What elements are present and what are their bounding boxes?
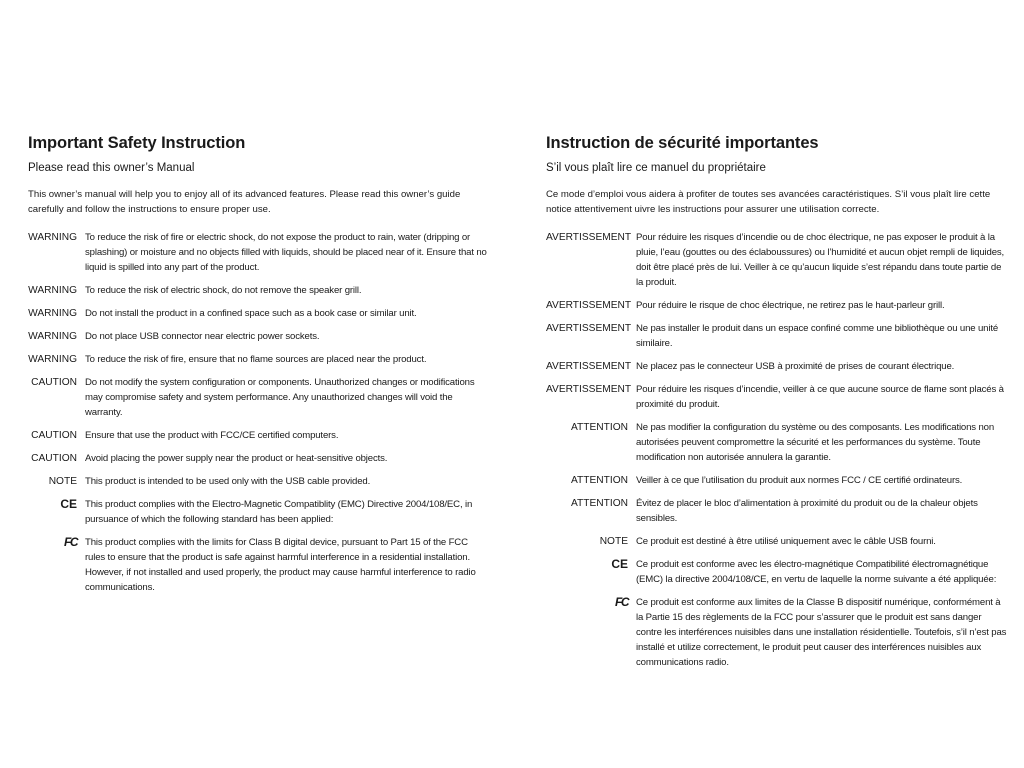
entry-text: Ne pas installer le produit dans un espace confiné comme une bibliothèque ou une unité similaire. [636, 323, 999, 349]
safety-entry [28, 352, 490, 367]
entry-label: AVERTISSEMENT [546, 232, 632, 243]
entry-label: CAUTION [31, 453, 77, 464]
entry-text: Ne pas modifier la configuration du système ou des composants. Les modifications non autorisées peuvent compromettre la sécurité et les performances du système. Toute modification non autorisée annulera la garantie. [636, 422, 995, 463]
entry-label: CAUTION [31, 377, 77, 388]
entry-text: Do not install the product in a confined space such as a book case or similar unit. [85, 308, 417, 319]
safety-entry [28, 474, 490, 489]
entry-label: WARNING [28, 285, 77, 296]
safety-entry [28, 283, 490, 298]
entry-label: AVERTISSEMENT [546, 323, 632, 334]
english-entries [28, 230, 490, 595]
safety-entry [28, 535, 490, 595]
safety-entry [28, 230, 490, 275]
entry-text: This product complies with the limits for Class B digital device, pursuant to Part 15 of the FCC rules to ensure that the product is safe against harmful interference in a residential installation. However, if not installed and used properly, the product may cause harmful interference to radio communications. [85, 537, 476, 593]
safety-entry [28, 375, 490, 420]
french-title: Instruction de sécurité importantes [546, 134, 819, 152]
english-intro: This owner’s manual will help you to enjoy all of its advanced features. Please read this owner’s guide carefully and follow the instructions to ensure proper use. [28, 189, 461, 215]
entry-label: WARNING [28, 232, 77, 243]
entry-text: Do not modify the system configuration or components. Unauthorized changes or modifications may compromise safety and system performance. Any unauthorized changes will void the warranty. [85, 377, 475, 418]
entry-label: ATTENTION [571, 475, 628, 486]
entry-text: Ce produit est destiné à être utilisé uniquement avec le câble USB fourni. [636, 536, 936, 547]
entry-label: NOTE [599, 536, 628, 547]
safety-entry [28, 497, 490, 527]
french-column [546, 134, 1008, 678]
ce-mark-icon: CE [60, 497, 77, 511]
safety-entry [28, 428, 490, 443]
entry-label: ATTENTION [571, 422, 628, 433]
entry-text: Do not place USB connector near electric power sockets. [85, 331, 320, 342]
entry-text: Évitez de placer le bloc d’alimentation à proximité du produit ou de la chaleur objets sensibles. [636, 498, 978, 524]
safety-entry [546, 420, 1008, 465]
entry-text: Ne placez pas le connecteur USB à proximité de prises de courant électrique. [636, 361, 955, 372]
entry-text: Pour réduire les risques d’incendie ou de choc électrique, ne pas exposer le produit à la pluie, l’eau (gouttes ou des éclaboussures) ou l’humidité et aucun objet rempli de liquides, doit être placé près de lui. Veiller à ce qu’aucun liquide s’est répandu dans toute partie de la produit. [636, 232, 1005, 288]
safety-entry [546, 359, 1008, 374]
entry-text: Veiller à ce que l’utilisation du produit aux normes FCC / CE certifié ordinateurs. [636, 475, 963, 486]
fcc-mark-icon: FC [64, 535, 77, 549]
entry-label: WARNING [28, 308, 77, 319]
safety-entry [28, 451, 490, 466]
entry-text: Pour réduire le risque de choc électrique, ne retirez pas le haut-parleur grill. [636, 300, 945, 311]
entry-label: CAUTION [31, 430, 77, 441]
safety-entry [546, 298, 1008, 313]
entry-label: AVERTISSEMENT [546, 361, 632, 372]
entry-text: Pour réduire les risques d’incendie, veiller à ce que aucune source de flame sont placés à proximité du produit. [636, 384, 1004, 410]
safety-entry [546, 473, 1008, 488]
safety-entry [546, 382, 1008, 412]
french-intro: Ce mode d’emploi vous aidera à profiter de toutes ses avancées caractéristiques. S’il vous plaît lire cette notice attentivement uivre les instructions pour assurer une utilisation correcte. [546, 189, 991, 215]
french-entries [546, 230, 1008, 670]
entry-label: WARNING [28, 354, 77, 365]
entry-label: WARNING [28, 331, 77, 342]
safety-entry [28, 329, 490, 344]
entry-text: This product is intended to be used only with the USB cable provided. [85, 476, 371, 487]
entry-text: Ce produit est conforme avec les électro-magnétique Compatibilité électromagnétique (EMC) la directive 2004/108/CE, en vertu de laquelle la norme suivante a été appliquée: [636, 559, 997, 585]
entry-label: ATTENTION [571, 498, 628, 509]
safety-entry [546, 230, 1008, 290]
entry-label: AVERTISSEMENT [546, 384, 632, 395]
entry-text: To reduce the risk of fire, ensure that no flame sources are placed near the product. [85, 354, 427, 365]
entry-text: This product complies with the Electro-Magnetic Compatiblity (EMC) Directive 2004/108/EC, in pursuance of which the following standard has been applied: [85, 499, 473, 525]
entry-label: AVERTISSEMENT [546, 300, 632, 311]
entry-text: To reduce the risk of fire or electric shock, do not expose the product to rain, water (dripping or splashing) or moisture and no objects filled with liquids, should be placed near of it. Ensure that no liquid is spilled into any part of the product. [85, 232, 487, 273]
entry-text: Ensure that use the product with FCC/CE certified computers. [85, 430, 339, 441]
entry-label: NOTE [48, 476, 77, 487]
french-subtitle: S’il vous plaît lire ce manuel du propriétaire [546, 162, 766, 174]
entry-text: To reduce the risk of electric shock, do not remove the speaker grill. [85, 285, 362, 296]
safety-entry [546, 321, 1008, 351]
ce-mark-icon: CE [611, 557, 628, 571]
safety-entry [546, 534, 1008, 549]
safety-entry [546, 496, 1008, 526]
safety-entry [28, 306, 490, 321]
safety-entry [546, 557, 1008, 587]
english-column [28, 134, 490, 603]
english-subtitle: Please read this owner’s Manual [28, 162, 195, 174]
entry-text: Avoid placing the power supply near the product or heat-sensitive objects. [85, 453, 388, 464]
english-title: Important Safety Instruction [28, 134, 246, 152]
fcc-mark-icon: FC [615, 595, 628, 609]
safety-entry [546, 595, 1008, 670]
entry-text: Ce produit est conforme aux limites de la Classe B dispositif numérique, conformément à la Partie 15 des règlements de la FCC pour s’assurer que le produit est sans danger contre les interférences nuisibles dans une installation résidentielle. Toutefois, s’il n’est pas installé et utilize correctement, le produit peut causer des interférences nuisibles aux communications radio. [636, 597, 1007, 668]
